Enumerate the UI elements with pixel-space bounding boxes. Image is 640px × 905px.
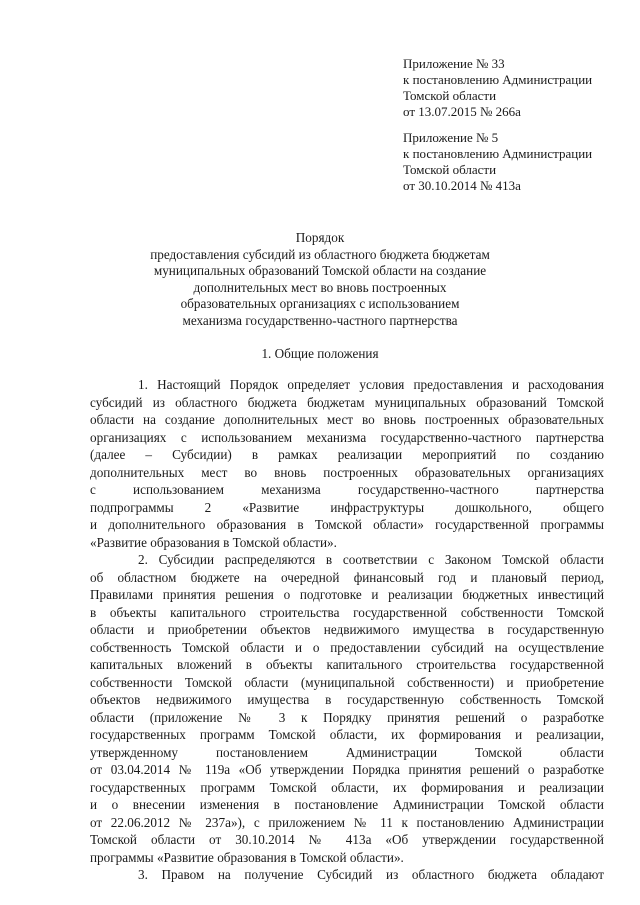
appendix-line: Приложение № 33 bbox=[403, 56, 505, 71]
appendix-stamp-5 bbox=[403, 130, 592, 194]
text-line: (далее – Субсидии) в рамках реализации мероприятий по созданию bbox=[90, 447, 604, 462]
text-line: субсидий из областного бюджета бюджетам муниципальных образований Томской bbox=[90, 394, 604, 410]
text-line: утвержденному постановлением Администрации Томской области bbox=[90, 744, 604, 760]
text-line: с использованием механизма государственно-частного партнерства bbox=[90, 482, 604, 497]
text-line: объектов недвижимого имущества в государственную собственность Томской bbox=[90, 692, 604, 707]
appendix-line: Томской области bbox=[403, 162, 497, 177]
text-line: и о внесении изменения в постановление Администрации Томской области bbox=[90, 797, 604, 812]
text-line: государственных программ Томской области, их формирования и реализации, bbox=[90, 727, 604, 742]
title-line: механизма государственно-частного партнерства bbox=[182, 312, 458, 328]
appendix-line: Томской области bbox=[403, 88, 497, 103]
text-line: области (приложение № 3 к Порядку принятия решений о разработке bbox=[90, 709, 604, 725]
section-body bbox=[90, 376, 604, 884]
title-line: муниципальных образований Томской области на создание bbox=[153, 263, 487, 279]
text-line: 3. Правом на получение Субсидий из областного бюджета обладают bbox=[138, 867, 604, 882]
text-line: подпрограммы 2 «Развитие инфраструктуры дошкольного, общего bbox=[90, 499, 604, 515]
section-heading: 1. Общие положения bbox=[261, 346, 379, 361]
text-line: от 22.06.2012 № 237а»), с приложением № 11 к постановлению Администрации bbox=[90, 814, 604, 830]
text-line: 2. Субсидии распределяются в соответствии с Законом Томской области bbox=[138, 552, 604, 567]
text-line: области на создание дополнительных мест во вновь построенных образовательных bbox=[90, 412, 604, 427]
text-line: капитальных вложений в объекты капитального строительства государственной bbox=[90, 657, 604, 672]
text-line: организациях с использованием механизма государственно-частного партнерства bbox=[90, 429, 604, 445]
appendix-line: Приложение № 5 bbox=[403, 130, 499, 145]
title-heading: Порядок bbox=[295, 230, 345, 245]
title-line: предоставления субсидий из областного бюджета бюджетам bbox=[150, 246, 490, 262]
text-line: области и приобретении объектов недвижимого имущества в государственную bbox=[90, 622, 604, 637]
document-title bbox=[100, 230, 540, 330]
text-line: Правилами принятия решения о подготовке и реализации бюджетных инвестиций bbox=[90, 587, 604, 602]
appendix-line: от 30.10.2014 № 413а bbox=[403, 178, 521, 193]
appendix-line: к постановлению Администрации bbox=[403, 146, 593, 161]
text-line: государственных программ Томской области, их формирования и реализации bbox=[90, 779, 604, 795]
text-line: об областном бюджете на очередной финансовый год и плановый период, bbox=[90, 569, 604, 585]
text-line: «Развитие образования в Томской области». bbox=[90, 534, 337, 550]
text-line: Томской области от 30.10.2014 № 413а «Об утверждении государственной bbox=[90, 832, 604, 847]
appendix-stamp-33 bbox=[403, 56, 592, 120]
text-line: и дополнительного образования в Томской области» государственной программы bbox=[90, 517, 604, 532]
text-line: дополнительных мест во вновь построенных образовательных организациях bbox=[90, 464, 604, 480]
text-line: в объекты капитального строительства государственной собственности Томской bbox=[90, 604, 604, 620]
title-line: дополнительных мест во вновь построенных bbox=[193, 279, 447, 295]
text-line: программы «Развитие образования в Томской области». bbox=[90, 849, 404, 865]
appendix-line: от 13.07.2015 № 266а bbox=[403, 104, 521, 119]
text-line: 1. Настоящий Порядок определяет условия предоставления и расходования bbox=[138, 377, 604, 392]
appendix-line: к постановлению Администрации bbox=[403, 72, 593, 87]
title-line: образовательных организациях с использованием bbox=[180, 296, 460, 312]
text-line: собственности Томской области (муниципальной собственности) и приобретение bbox=[90, 674, 604, 690]
text-line: собственность Томской области и о предоставлении субсидий на осуществление bbox=[90, 639, 604, 655]
text-line: от 03.04.2014 № 119а «Об утверждении Порядка принятия решений о разработке bbox=[90, 762, 604, 777]
